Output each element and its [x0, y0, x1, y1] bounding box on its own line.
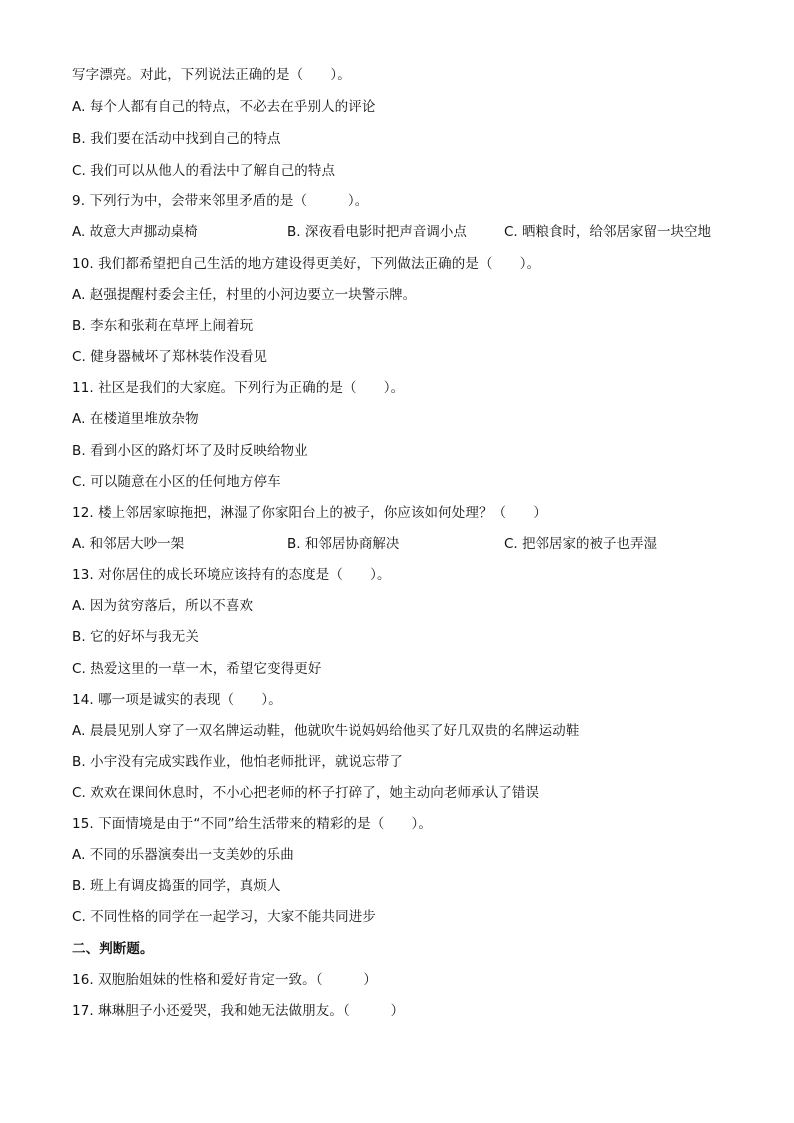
q11-stem: 11. 社区是我们的大家庭。下列行为正确的是（ ）。	[72, 380, 405, 396]
q9-option-c: C. 晒粮食时，给邻居家留一块空地	[504, 224, 712, 240]
q13-stem: 13. 对你居住的成长环境应该持有的态度是（ ）。	[72, 567, 391, 583]
q8-option-a: A. 每个人都有自己的特点，不必去在乎别人的评论	[72, 99, 376, 115]
q10-option-b: B. 李东和张莉在草坪上闹着玩	[72, 318, 254, 334]
q14-option-a: A. 晨晨见别人穿了一双名牌运动鞋，他就吹牛说妈妈给他买了好几双贵的名牌运动鞋	[72, 723, 580, 739]
q15-option-a: A. 不同的乐器演奏出一支美妙的乐曲	[72, 847, 294, 863]
q10-stem: 10. 我们都希望把自己生活的地方建设得更美好，下列做法正确的是（ ）。	[72, 256, 541, 272]
q16-statement: 16. 双胞胎姐妹的性格和爱好肯定一致。（ ）	[72, 972, 378, 988]
q11-option-c: C. 可以随意在小区的任何地方停车	[72, 474, 281, 490]
q8-option-c: C. 我们可以从他人的看法中了解自己的特点	[72, 163, 336, 179]
q11-option-a: A. 在楼道里堆放杂物	[72, 411, 199, 427]
q8-option-b: B. 我们要在活动中找到自己的特点	[72, 131, 281, 147]
q12-option-a: A. 和邻居大吵一架	[72, 536, 185, 552]
section-heading-judgement: 二、判断题。	[72, 941, 154, 957]
q17-statement: 17. 琳琳胆子小还爱哭，我和她无法做朋友。（ ）	[72, 1003, 405, 1019]
q8-continuation: 写字漂亮。对此，下列说法正确的是（ ）。	[72, 67, 351, 83]
q13-option-c: C. 热爱这里的一草一木，希望它变得更好	[72, 661, 322, 677]
q14-stem: 14. 哪一项是诚实的表现（ ）。	[72, 692, 282, 708]
q12-option-b: B. 和邻居协商解决	[287, 536, 400, 552]
q15-option-c: C. 不同性格的同学在一起学习，大家不能共同进步	[72, 909, 376, 925]
q12-stem: 12. 楼上邻居家晾拖把，淋湿了你家阳台上的被子，你应该如何处理？（ ）	[72, 505, 547, 521]
q9-option-a: A. 故意大声挪动桌椅	[72, 224, 198, 240]
q15-stem: 15. 下面情境是由于“不同”给生活带来的精彩的是（ ）。	[72, 816, 432, 832]
q14-option-b: B. 小宇没有完成实践作业，他怕老师批评，就说忘带了	[72, 754, 403, 770]
q10-option-c: C. 健身器械坏了郑林装作没看见	[72, 349, 268, 365]
q13-option-a: A. 因为贫穷落后，所以不喜欢	[72, 598, 254, 614]
q11-option-b: B. 看到小区的路灯坏了及时反映给物业	[72, 443, 308, 459]
q9-stem: 9. 下列行为中，会带来邻里矛盾的是（ ）。	[72, 193, 369, 209]
q12-option-c: C. 把邻居家的被子也弄湿	[504, 536, 658, 552]
q10-option-a: A. 赵强提醒村委会主任，村里的小河边要立一块警示牌。	[72, 287, 417, 303]
q9-option-b: B. 深夜看电影时把声音调小点	[287, 224, 467, 240]
q13-option-b: B. 它的好坏与我无关	[72, 629, 199, 645]
q14-option-c: C. 欢欢在课间休息时，不小心把老师的杯子打碎了，她主动向老师承认了错误	[72, 785, 540, 801]
q15-option-b: B. 班上有调皮捣蛋的同学，真烦人	[72, 878, 281, 894]
